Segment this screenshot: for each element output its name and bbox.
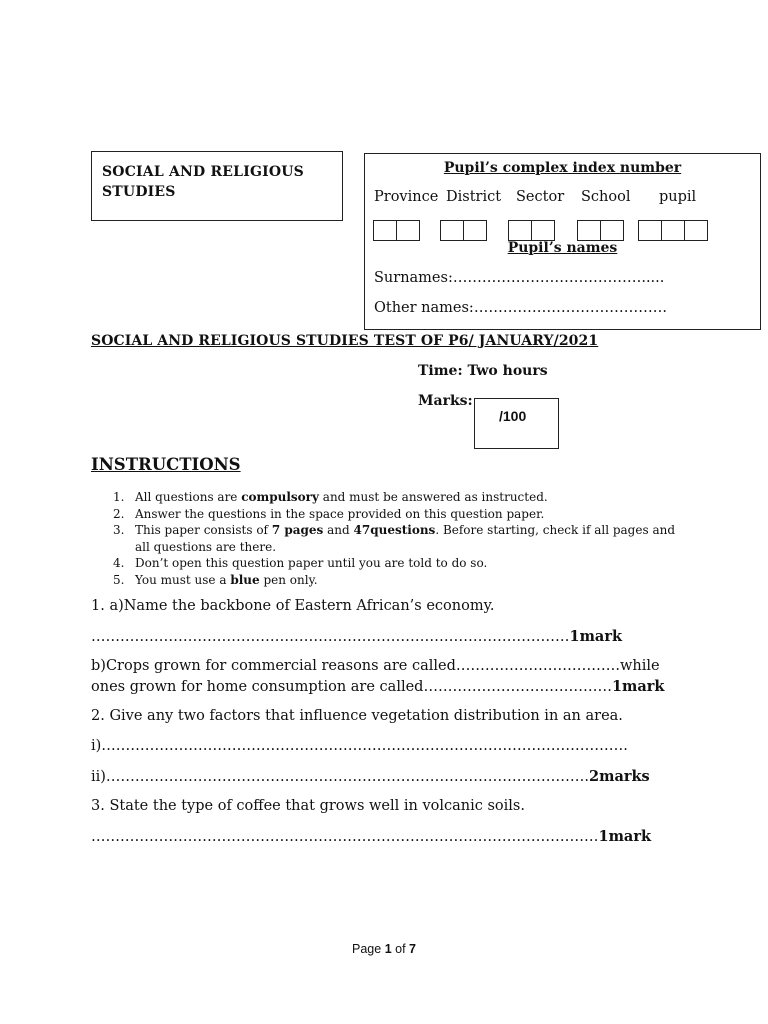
other-names-field[interactable]: Other names:…………………………………. <box>374 300 667 316</box>
answer-line-2ii[interactable] <box>91 768 650 785</box>
code-cell[interactable] <box>639 221 662 240</box>
code-cell[interactable] <box>532 221 554 240</box>
page-current: 1 <box>384 942 392 956</box>
instruction-item <box>113 572 688 589</box>
instruction-number: 2. <box>113 506 125 521</box>
subject-title-line2: STUDIES <box>102 184 176 200</box>
instruction-text: This paper consists of <box>135 523 272 537</box>
instruction-text: Don’t open this question paper until you are told to do so. <box>135 556 488 570</box>
page-prefix: Page <box>352 942 385 956</box>
question-2: 2. Give any two factors that influence vegetation distribution in an area. <box>91 708 623 724</box>
answer-line-1a[interactable] <box>91 628 622 645</box>
test-title: SOCIAL AND RELIGIOUS STUDIES TEST OF P6/ JANUARY/2021 <box>91 333 599 349</box>
instructions-heading: INSTRUCTIONS <box>91 455 241 474</box>
code-cell[interactable] <box>601 221 623 240</box>
instruction-emphasis: compulsory <box>241 490 319 504</box>
marks-total: /100 <box>499 408 527 424</box>
answer-line-2i[interactable]: i)………………………………………………………………………………………………. <box>91 738 628 754</box>
province-label: Province <box>374 189 439 205</box>
code-cell[interactable] <box>374 221 397 240</box>
instruction-item <box>113 555 688 572</box>
surnames-field[interactable]: Surnames:…………………………………..... <box>374 270 665 286</box>
page-of: of <box>391 942 410 956</box>
marks-box <box>474 398 559 449</box>
instruction-emphasis: 47questions <box>353 523 436 537</box>
code-cell[interactable] <box>685 221 707 240</box>
instruction-text: Answer the questions in the space provided on this question paper. <box>135 506 545 521</box>
code-cell[interactable] <box>509 221 532 240</box>
district-label: District <box>446 189 502 205</box>
instructions-list <box>113 489 688 588</box>
instruction-number: 5. <box>113 572 125 587</box>
province-code-boxes[interactable] <box>373 220 420 241</box>
code-cell[interactable] <box>441 221 464 240</box>
answer-dots[interactable]: ii)………………………………………………………………………………………. <box>91 769 590 785</box>
instruction-text: You must use a <box>135 572 231 587</box>
school-label: School <box>581 189 631 205</box>
instruction-emphasis: 7 pages <box>271 523 324 537</box>
sector-code-boxes[interactable] <box>508 220 555 241</box>
instruction-number: 4. <box>113 556 125 570</box>
answer-dots[interactable]: …………………………………………………………………………………………… <box>91 829 599 845</box>
page-total: 7 <box>409 942 416 956</box>
instruction-text: and must be answered as instructed. <box>318 490 548 504</box>
answer-line-3[interactable] <box>91 828 651 845</box>
time-allowed: Time: Two hours <box>418 363 548 379</box>
instruction-emphasis: blue <box>230 572 260 587</box>
instruction-item <box>113 489 688 506</box>
code-cell[interactable] <box>662 221 685 240</box>
pupil-code-boxes[interactable] <box>638 220 708 241</box>
question-1b-text: ones grown for home consumption are called………………………………… <box>91 679 612 695</box>
instruction-text: All questions are <box>135 490 242 504</box>
marks-label: Marks: <box>418 393 473 409</box>
question-1a: 1. a)Name the backbone of Eastern African’s economy. <box>91 598 495 614</box>
question-3: 3. State the type of coffee that grows well in volcanic soils. <box>91 798 525 814</box>
subject-title-line1: SOCIAL AND RELIGIOUS <box>102 164 304 180</box>
school-code-boxes[interactable] <box>577 220 624 241</box>
mark-allocation: 1mark <box>598 828 652 845</box>
instruction-item <box>113 506 688 523</box>
pupil-label: pupil <box>659 189 697 205</box>
code-cell[interactable] <box>464 221 486 240</box>
question-1b-line2 <box>91 678 664 695</box>
mark-allocation: 1mark <box>569 628 623 645</box>
instruction-text: and <box>323 523 354 537</box>
instruction-number: 1. <box>113 490 125 504</box>
page-footer <box>0 942 768 956</box>
pupil-names-title: Pupil’s names <box>507 240 618 256</box>
question-1b-line1: b)Crops grown for commercial reasons are called…………………………….while <box>91 658 660 674</box>
answer-dots[interactable]: ……………………………………………………………………………………… <box>91 629 570 645</box>
code-cell[interactable] <box>578 221 601 240</box>
sector-label: Sector <box>516 189 565 205</box>
code-cell[interactable] <box>397 221 419 240</box>
index-number-title: Pupil’s complex index number <box>443 160 682 176</box>
instruction-text: pen only. <box>259 572 318 587</box>
index-number-box <box>364 153 761 330</box>
subject-title <box>102 162 334 202</box>
instruction-number: 3. <box>113 523 125 537</box>
instruction-text: . Before starting, check if all pages and all questions are there. <box>135 523 676 554</box>
district-code-boxes[interactable] <box>440 220 487 241</box>
instruction-item <box>113 522 688 555</box>
subject-box <box>91 151 343 221</box>
mark-allocation: 1mark <box>611 678 665 695</box>
mark-allocation: 2marks <box>589 768 650 785</box>
